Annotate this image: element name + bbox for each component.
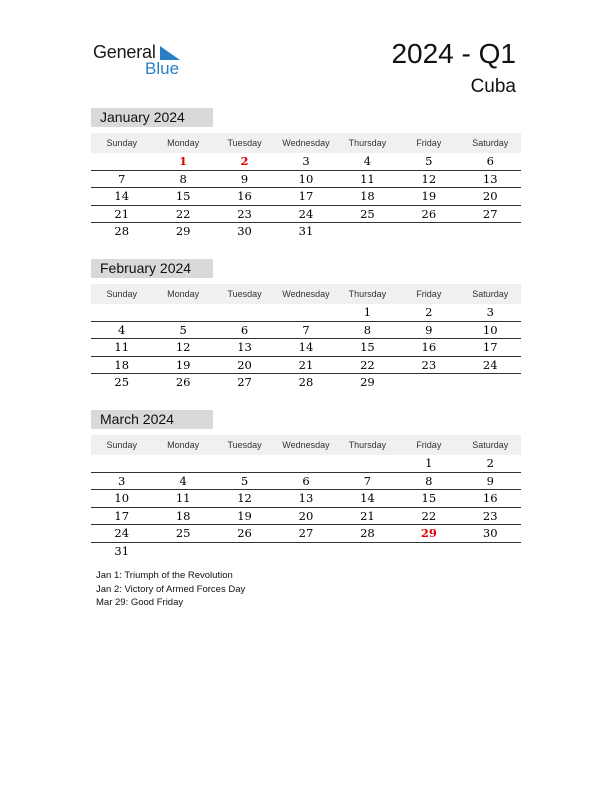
weekday-header — [91, 133, 521, 153]
day-cell: 26 — [175, 375, 191, 389]
day-cell — [337, 455, 398, 472]
week-row — [91, 508, 521, 526]
week-row — [91, 374, 521, 391]
holiday-day-cell: 2 — [240, 154, 249, 168]
day-cell: 2 — [486, 456, 494, 470]
day-cell — [337, 543, 398, 560]
day-cell: 4 — [363, 154, 372, 168]
day-cell: 1 — [425, 456, 433, 470]
day-cell: 24 — [114, 526, 130, 540]
day-cell: 25 — [114, 375, 130, 389]
week-row — [91, 339, 521, 357]
weekday-label: Saturday — [472, 289, 509, 299]
weekday-label: Saturday — [472, 440, 509, 450]
day-cell — [91, 304, 152, 321]
day-cell: 22 — [175, 206, 191, 221]
week-row — [91, 473, 521, 491]
day-cell: 5 — [425, 154, 433, 168]
weekday-label: Tuesday — [227, 289, 262, 299]
day-cell: 21 — [114, 206, 130, 221]
day-cell: 15 — [421, 491, 437, 505]
day-cell: 3 — [302, 154, 310, 168]
day-cell — [275, 455, 336, 472]
day-cell: 23 — [237, 206, 252, 221]
week-row — [91, 206, 521, 224]
day-cell: 18 — [360, 189, 375, 203]
week-row — [91, 357, 521, 375]
logo — [93, 40, 188, 80]
day-cell: 15 — [360, 340, 375, 354]
weekday-label: Wednesday — [282, 440, 330, 450]
holiday-note: Jan 1: Triumph of the Revolution — [96, 570, 233, 581]
day-cell: 22 — [421, 508, 437, 523]
day-cell: 13 — [298, 491, 314, 505]
day-cell: 17 — [298, 189, 314, 203]
day-cell: 29 — [360, 375, 375, 389]
day-cell: 10 — [114, 491, 130, 505]
day-cell: 19 — [237, 508, 252, 523]
day-cell — [214, 543, 275, 560]
day-cell: 20 — [237, 357, 252, 372]
day-cell — [460, 374, 521, 391]
week-row — [91, 223, 521, 240]
holiday-day-cell: 29 — [420, 526, 437, 540]
day-cell: 25 — [175, 526, 191, 540]
weekday-label: Thursday — [348, 289, 387, 299]
day-cell: 7 — [363, 473, 372, 488]
week-row — [91, 525, 521, 543]
weekday-label: Friday — [416, 440, 442, 450]
month-block — [91, 410, 521, 559]
day-cell: 27 — [298, 526, 314, 540]
weekday-label: Tuesday — [227, 138, 262, 148]
week-row — [91, 455, 521, 473]
weekday-label: Wednesday — [282, 138, 330, 148]
day-cell: 19 — [421, 189, 437, 203]
day-cell — [398, 543, 459, 560]
day-cell: 26 — [237, 526, 252, 540]
holiday-day-cell: 1 — [179, 154, 188, 168]
day-cell: 28 — [298, 375, 314, 389]
day-cell: 24 — [298, 206, 314, 221]
weekday-label: Monday — [167, 440, 200, 450]
day-cell: 22 — [360, 357, 375, 372]
day-cell: 8 — [179, 171, 187, 186]
day-cell — [152, 543, 213, 560]
day-cell: 13 — [237, 340, 252, 354]
day-cell — [91, 455, 152, 472]
weekday-label: Sunday — [106, 138, 137, 148]
day-cell: 10 — [482, 322, 498, 337]
page-title: 2024 - Q1 — [391, 38, 516, 69]
holiday-note: Jan 2: Victory of Armed Forces Day — [96, 583, 246, 595]
week-row — [91, 543, 521, 560]
day-cell: 6 — [486, 154, 494, 168]
day-cell: 7 — [118, 171, 126, 186]
month-block — [91, 259, 521, 391]
day-cell: 31 — [114, 543, 130, 558]
day-cell: 1 — [363, 305, 372, 319]
day-cell: 5 — [240, 473, 249, 488]
day-cell — [275, 304, 336, 321]
day-cell: 28 — [360, 526, 375, 540]
day-cell: 9 — [240, 171, 249, 186]
weekday-label: Thursday — [348, 138, 387, 148]
day-cell: 27 — [482, 206, 498, 221]
day-cell — [91, 153, 152, 170]
weekday-label: Tuesday — [227, 440, 262, 450]
weekday-label: Monday — [167, 289, 200, 299]
day-cell: 7 — [302, 322, 310, 337]
day-cell: 18 — [175, 508, 191, 523]
day-cell: 27 — [237, 375, 252, 389]
week-row — [91, 171, 521, 189]
day-cell: 11 — [175, 491, 191, 505]
day-cell: 3 — [118, 473, 126, 488]
weekday-label: Sunday — [106, 289, 137, 299]
day-cell: 21 — [360, 508, 375, 523]
day-cell: 20 — [482, 189, 498, 203]
day-cell: 9 — [486, 473, 494, 488]
month-title: February 2024 — [91, 259, 213, 278]
day-cell: 11 — [360, 171, 375, 186]
day-cell: 2 — [425, 305, 433, 319]
day-cell: 9 — [425, 322, 433, 337]
day-cell: 14 — [360, 491, 375, 505]
week-row — [91, 490, 521, 508]
day-cell: 28 — [114, 224, 130, 238]
day-cell: 18 — [114, 357, 130, 372]
logo-general-text: General — [93, 42, 156, 62]
day-cell: 20 — [298, 508, 314, 523]
weekday-label: Thursday — [348, 440, 387, 450]
day-cell — [214, 455, 275, 472]
day-cell: 4 — [179, 473, 187, 488]
day-cell: 12 — [175, 340, 191, 354]
day-cell: 21 — [298, 357, 314, 372]
day-cell — [337, 223, 398, 240]
day-cell: 25 — [360, 206, 375, 221]
country-name: Cuba — [470, 76, 516, 97]
holiday-note: Mar 29: Good Friday — [96, 597, 184, 608]
month-block — [91, 108, 521, 240]
weekday-label: Friday — [416, 289, 442, 299]
day-cell: 17 — [114, 508, 130, 523]
day-cell: 6 — [240, 322, 249, 337]
weekday-header — [91, 284, 521, 304]
weekday-label: Wednesday — [282, 289, 330, 299]
day-cell: 8 — [363, 322, 372, 337]
day-cell: 14 — [114, 189, 130, 203]
day-cell: 30 — [482, 526, 498, 540]
day-cell: 3 — [486, 305, 494, 319]
day-cell: 31 — [298, 224, 314, 238]
month-title: March 2024 — [91, 410, 213, 429]
day-cell: 16 — [237, 189, 252, 203]
day-cell: 10 — [298, 171, 314, 186]
day-cell: 29 — [175, 224, 191, 238]
month-title: January 2024 — [91, 108, 213, 127]
day-cell: 12 — [421, 171, 437, 186]
day-cell: 23 — [421, 357, 437, 372]
day-cell: 23 — [482, 508, 498, 523]
day-cell: 15 — [175, 189, 191, 203]
day-cell: 24 — [482, 357, 498, 372]
day-cell — [398, 374, 459, 391]
day-cell — [152, 455, 213, 472]
day-cell — [460, 543, 521, 560]
day-cell: 4 — [118, 322, 126, 337]
day-cell: 30 — [237, 224, 252, 238]
weekday-label: Monday — [167, 138, 200, 148]
day-cell: 5 — [179, 322, 187, 337]
day-cell: 6 — [302, 473, 310, 488]
day-cell: 11 — [114, 340, 130, 354]
holiday-notes — [96, 569, 245, 610]
day-cell: 16 — [482, 491, 498, 505]
day-cell — [460, 223, 521, 240]
day-cell — [152, 304, 213, 321]
day-cell: 8 — [425, 473, 433, 488]
day-cell — [398, 223, 459, 240]
week-row — [91, 304, 521, 322]
week-row — [91, 153, 521, 171]
weekday-label: Sunday — [106, 440, 137, 450]
day-cell: 14 — [298, 340, 314, 354]
day-cell: 16 — [421, 340, 437, 354]
day-cell: 26 — [421, 206, 437, 221]
day-cell: 19 — [175, 357, 191, 372]
week-row — [91, 188, 521, 206]
week-row — [91, 322, 521, 340]
weekday-label: Friday — [416, 138, 442, 148]
weekday-label: Saturday — [472, 138, 509, 148]
day-cell: 13 — [482, 171, 498, 186]
day-cell — [275, 543, 336, 560]
day-cell — [214, 304, 275, 321]
day-cell: 12 — [237, 491, 252, 505]
day-cell: 17 — [482, 340, 498, 354]
weekday-header — [91, 435, 521, 455]
logo-blue-text: Blue — [145, 59, 180, 78]
